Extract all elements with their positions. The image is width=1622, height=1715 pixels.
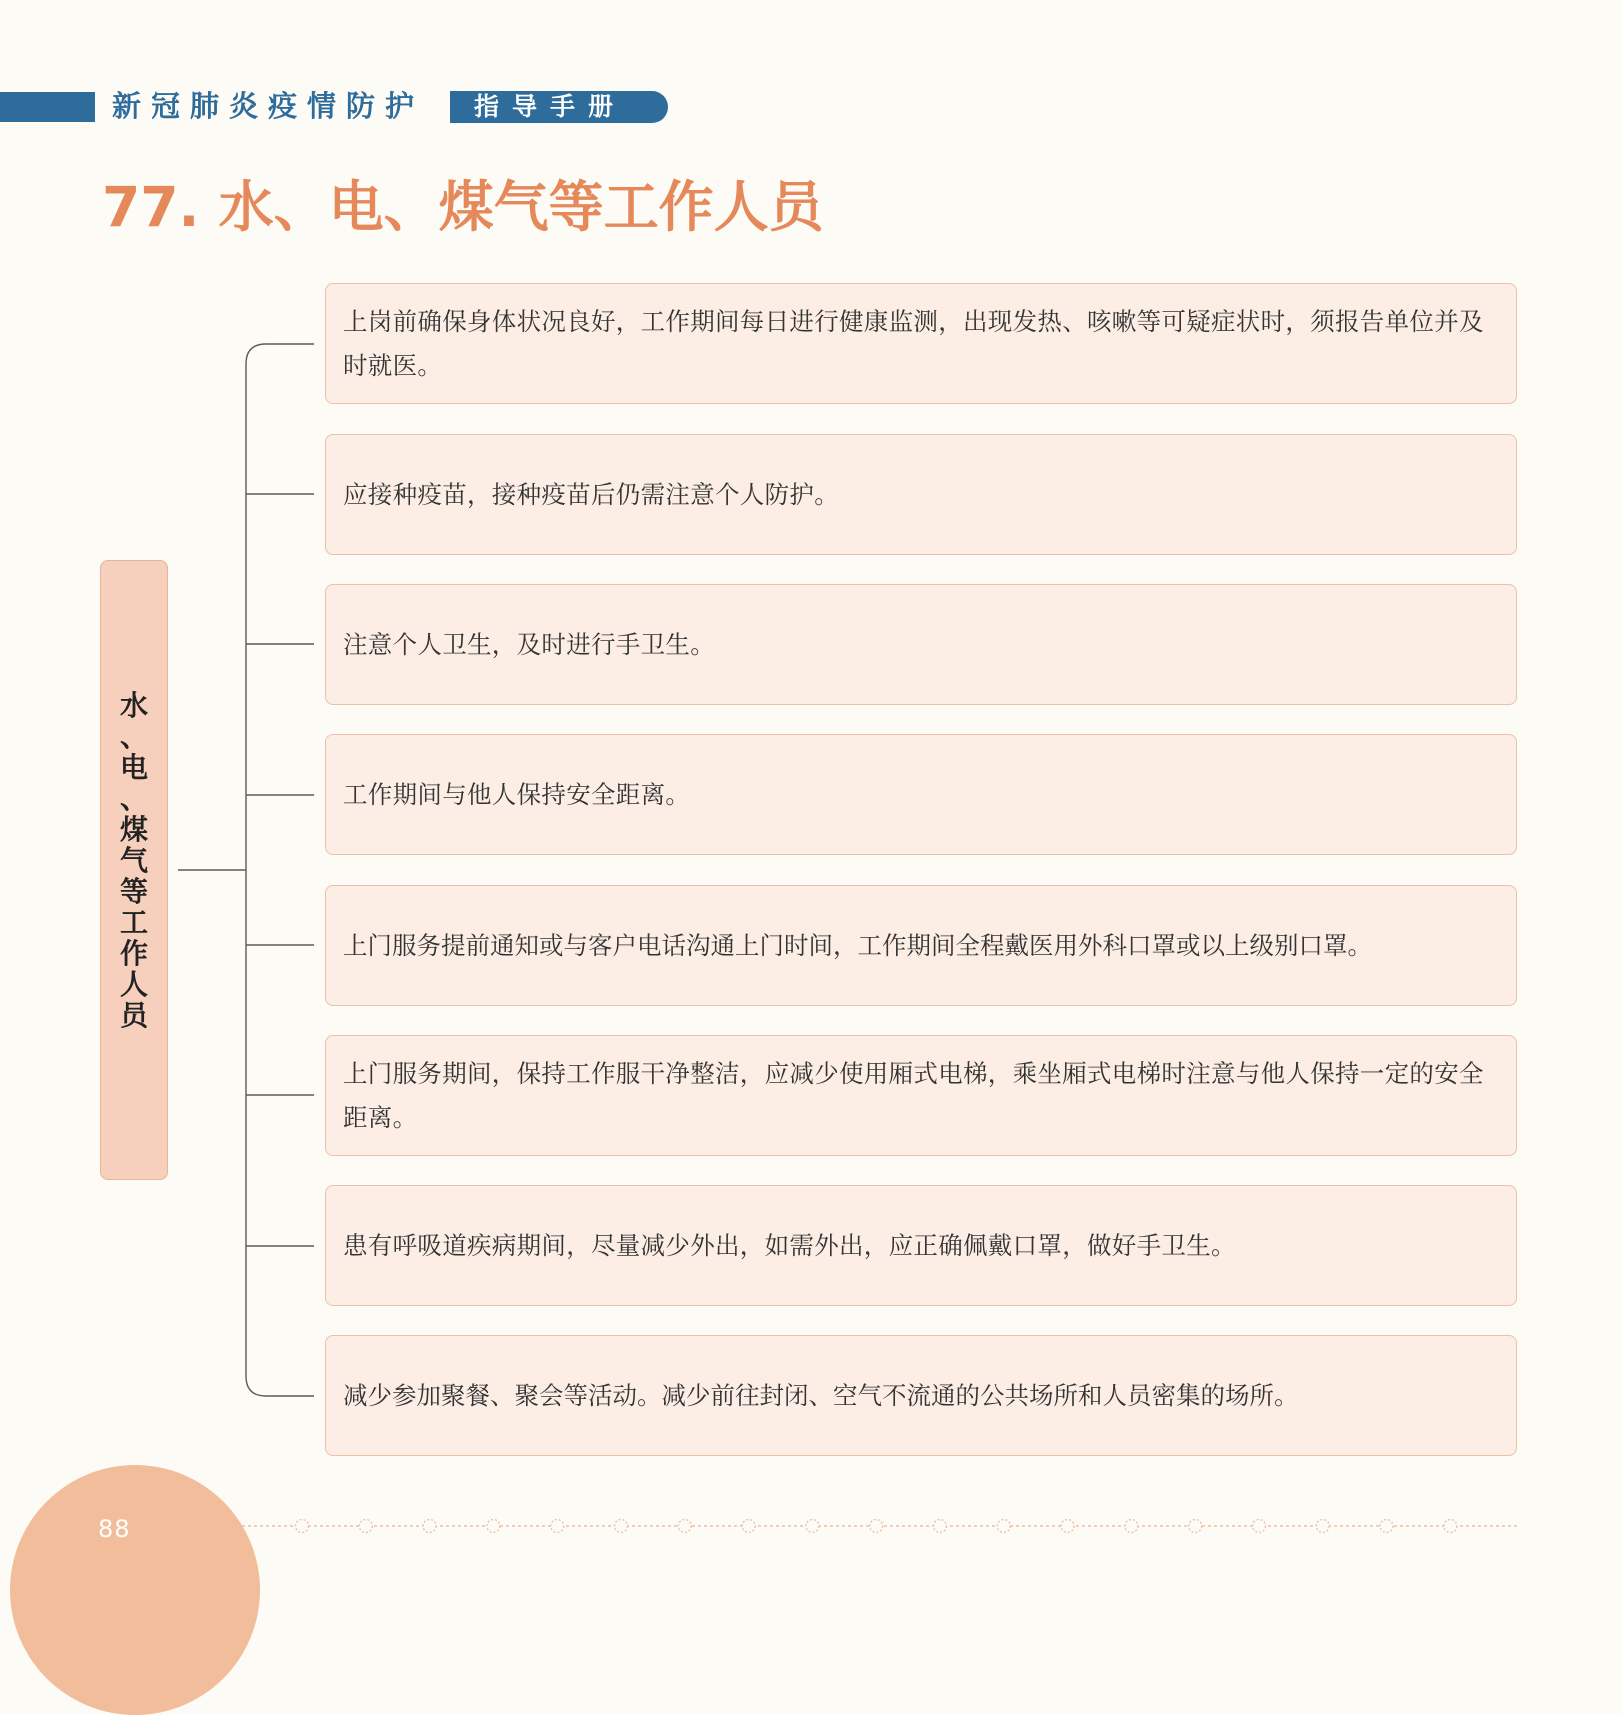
footer-dot-circle [997,1520,1010,1533]
guideline-item-7 [325,1185,1517,1306]
footer-dot-circle [615,1520,628,1533]
footer-circle-decoration [10,1465,260,1715]
footer-dot-circle [1380,1520,1393,1533]
footer-dot-circle [487,1520,500,1533]
page-number: 88 [98,1515,131,1543]
guideline-text: 上岗前确保身体状况良好，工作期间每日进行健康监测，出现发热、咳嗽等可疑症状时，须报告单位并及时就医。 [343,306,1484,380]
guideline-item-1 [325,283,1517,404]
guideline-item-2 [325,434,1517,555]
guideline-item-4 [325,734,1517,855]
page-title: 77. 水、电、煤气等工作人员 [102,175,824,239]
footer-dot-circle [296,1520,309,1533]
footer-dot-circle [934,1520,947,1533]
footer-dot-circle [1189,1520,1202,1533]
footer-dot-circle [551,1520,564,1533]
footer-dot-circle [1253,1520,1266,1533]
footer-dot-circle [1316,1520,1329,1533]
handbook-pill-label: 指导手册 [474,92,627,121]
footer-dot-circle [806,1520,819,1533]
footer-dot-circle [423,1520,436,1533]
footer-dot-circle [870,1520,883,1533]
guideline-text: 上门服务提前通知或与客户电话沟通上门时间，工作期间全程戴医用外科口罩或以上级别口罩。 [343,930,1372,960]
guideline-text: 患有呼吸道疾病期间，尽量减少外出，如需外出，应正确佩戴口罩，做好手卫生。 [343,1230,1236,1260]
guideline-item-5 [325,885,1517,1006]
guideline-text: 应接种疫苗，接种疫苗后仍需注意个人防护。 [343,479,839,509]
connector-spine [246,344,314,1396]
guideline-item-3 [325,584,1517,705]
footer-dot-circle [742,1520,755,1533]
handbook-title: 新冠肺炎疫情防护 [112,89,425,123]
guideline-text: 上门服务期间，保持工作服干净整洁，应减少使用厢式电梯，乘坐厢式电梯时注意与他人保持一定的安全距离。 [343,1058,1484,1132]
footer-dot-circle [678,1520,691,1533]
guideline-text: 减少参加聚餐、聚会等活动。减少前往封闭、空气不流通的公共场所和人员密集的场所。 [343,1380,1299,1410]
footer-dot-circle [359,1520,372,1533]
header-accent-bar [0,92,95,122]
guideline-text: 注意个人卫生，及时进行手卫生。 [343,629,715,659]
footer-dot-circle [1061,1520,1074,1533]
footer-dot-circle [1125,1520,1138,1533]
footer-dot-circle [1444,1520,1457,1533]
footer-dotted-decoration [230,1515,1522,1537]
guideline-item-8 [325,1335,1517,1456]
guideline-item-6 [325,1035,1517,1156]
category-label: 水 、 电 、 煤 气 等 工 作 人 员 [119,689,148,1032]
guideline-text: 工作期间与他人保持安全距离。 [343,779,691,809]
